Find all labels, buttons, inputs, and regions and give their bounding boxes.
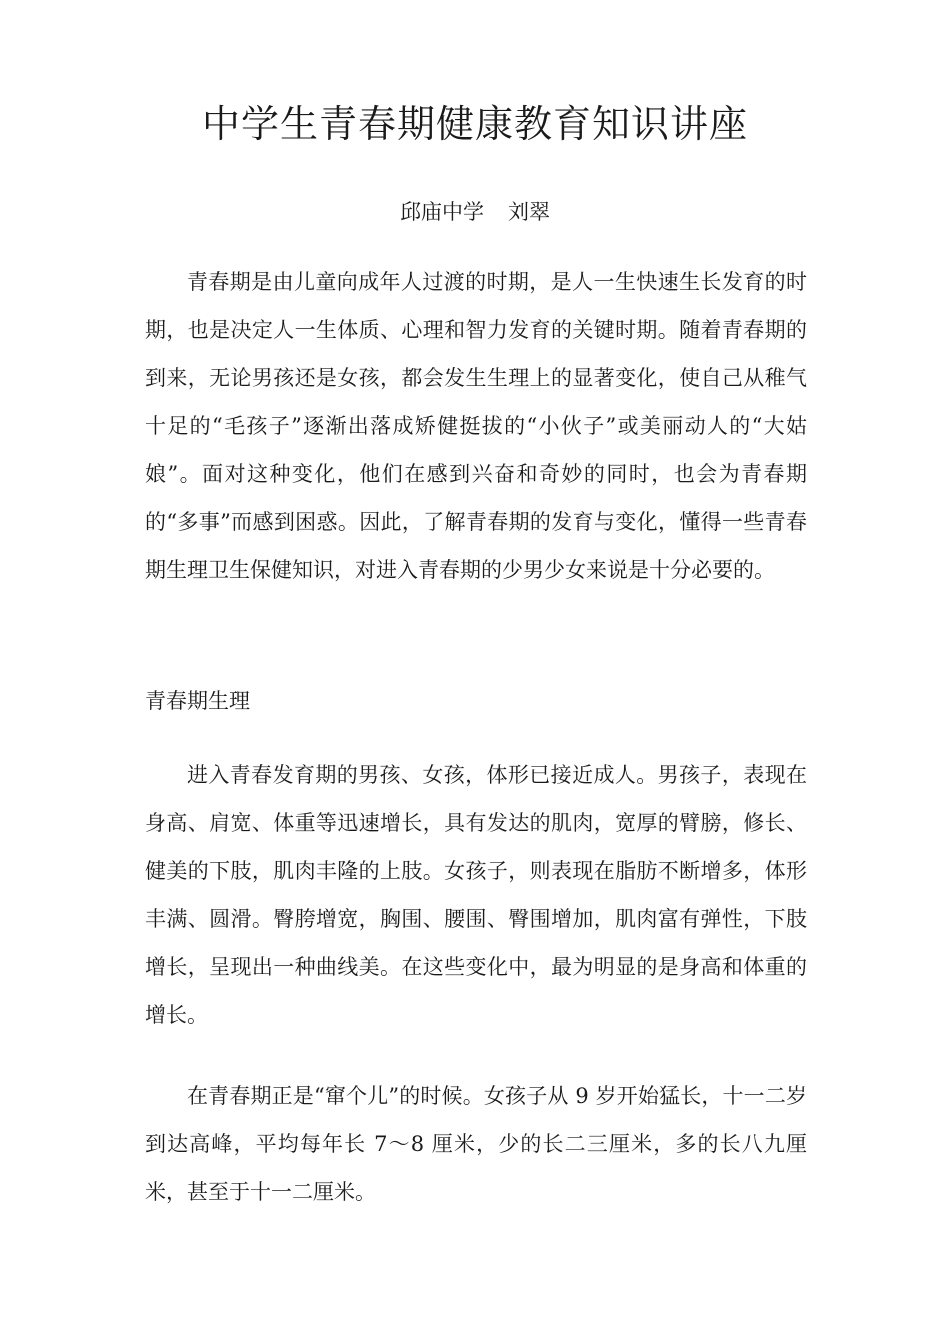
author-school: 邱庙中学 <box>400 200 484 224</box>
intro-paragraph: 青春期是由儿童向成年人过渡的时期，是人一生快速生长发育的时期，也是决定人一生体质、心理和智力发育的关键时期。随着青春期的到来，无论男孩还是女孩，都会发生生理上的显著变化，使自己从稚气十足的“毛孩子”逐渐出落成矫健挺拔的“小伙子”或美丽动人的“大姑娘”。面对这种变化，他们在感到兴奋和奇妙的同时，也会为青春期的“多事”而感到困惑。因此，了解青春期的发育与变化，懂得一些青春期生理卫生保健知识，对进入青春期的少男少女来说是十分必要的。 <box>145 270 807 582</box>
body-paragraph: 在青春期正是“窜个儿”的时候。女孩子从 9 岁开始猛长，十一二岁到达高峰，平均每年长 7～8 厘米，少的长二三厘米，多的长八九厘米，甚至于十一二厘米。 <box>145 1084 807 1204</box>
author-name: 刘翠 <box>508 200 550 224</box>
document-title: 中学生青春期健康教育知识讲座 <box>201 102 748 146</box>
body-paragraph: 进入青春发育期的男孩、女孩，体形已接近成人。男孩子，表现在身高、肩宽、体重等迅速增长，具有发达的肌肉，宽厚的臂膀，修长、健美的下肢，肌肉丰隆的上肢。女孩子，则表现在脂肪不断增多，体形丰满、圆滑。臀胯增宽，胸围、腰围、臀围增加，肌肉富有弹性，下肢增长，呈现出一种曲线美。在这些变化中，最为明显的是身高和体重的增长。 <box>145 763 807 1027</box>
author-line <box>0 196 950 228</box>
section-heading: 青春期生理 <box>145 689 250 713</box>
